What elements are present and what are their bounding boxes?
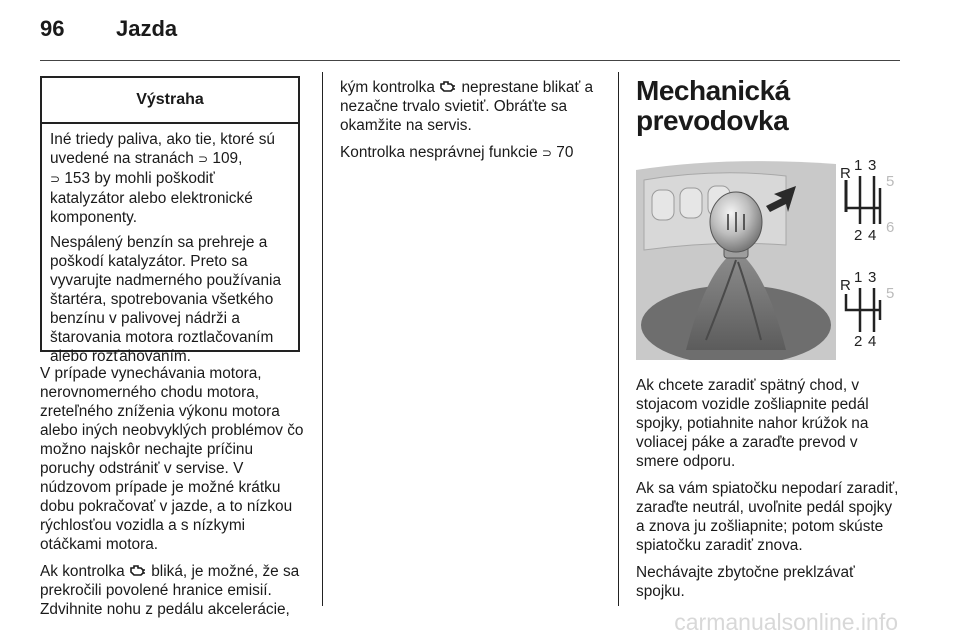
svg-text:5: 5 — [886, 285, 895, 302]
svg-text:R: R — [840, 165, 851, 182]
warning-paragraph-1: Iné triedy paliva, ako tie, ktoré sú uvedené na stranách ⊃ 109, ⊃ 153 by mohli poškodiť katalyzátor alebo elektronické komponenty. — [50, 131, 275, 226]
col3-paragraph-2: Ak sa vám spiatočku nepodarí zaradiť, zaraďte neutrál, uvoľnite pedál spojky a znova ju zošliapnite; potom skúste spiatočku zaradiť znova. — [636, 480, 899, 554]
svg-text:3: 3 — [868, 269, 877, 286]
header-rule — [40, 60, 900, 61]
warning-title: Výstraha — [42, 78, 298, 124]
page-number: 96 — [40, 16, 65, 41]
svg-text:R: R — [840, 277, 851, 294]
svg-text:3: 3 — [868, 157, 877, 174]
svg-text:1: 1 — [854, 269, 863, 286]
svg-text:1: 1 — [854, 157, 863, 174]
svg-text:6: 6 — [886, 219, 895, 236]
column-2-text — [340, 78, 606, 171]
engine-check-lamp-icon — [129, 564, 147, 578]
gear-shift-illustration — [636, 150, 900, 360]
page-ref-link[interactable]: 153 — [64, 170, 91, 187]
col3-paragraph-1: Ak chcete zaradiť spätný chod, v stojacom vozidle zošliapnite pedál spojky, potiahnite nahor krúžok na voliacej páke a zaraďte prevod v smere odporu. — [636, 377, 869, 470]
svg-text:2: 2 — [854, 227, 863, 244]
col3-paragraph-3: Nechávajte zbytočne preklzávať spojku. — [636, 564, 855, 600]
warning-paragraph-2: Nespálený benzín sa prehreje a poškodí katalyzátor. Preto sa vyvarujte nadmerného používania štartéra, spotrebovania všetkého benzínu v palivovej nádrži a štarovania motora roztlačovaním alebo rozťahovaním. — [50, 234, 282, 365]
svg-text:4: 4 — [868, 227, 877, 244]
engine-check-lamp-icon — [439, 80, 457, 94]
column-3-text — [636, 376, 902, 609]
svg-text:2: 2 — [854, 333, 863, 350]
svg-text:4: 4 — [868, 333, 877, 350]
page-ref-arrow-icon: ⊃ — [541, 146, 552, 160]
chapter-title: Jazda — [116, 16, 178, 41]
column-divider-1 — [322, 72, 323, 606]
svg-text:5: 5 — [886, 173, 895, 190]
col2-paragraph-1: kým kontrolka neprestane blikať a nezačne trvalo svietiť. Obráťte sa okamžite na servis. — [340, 79, 594, 134]
page-ref-link[interactable]: 109, — [212, 150, 243, 167]
warning-body — [42, 124, 298, 366]
col1-paragraph-2: Ak kontrolka bliká, je možné, že sa prekročili povolené hranice emisií. Zdvihnite nohu z pedálu akcelerácie, — [40, 563, 300, 618]
page-ref-arrow-icon: ⊃ — [198, 152, 209, 166]
column-1-text — [40, 364, 304, 627]
section-title: Mechanická prevodovka — [636, 75, 790, 136]
col1-paragraph-1: V prípade vynechávania motora, nerovnomerného chodu motora, zreteľného zníženia výkonu motora alebo iných neobvyklých problémov čo možno najskôr nechajte príčinu poruchy odstrániť v servise. V núdzovom prípade je možné krátku dobu pokračovať v jazde, a to nízkou rýchlosťou vozidla a s nízkymi otáčkami motora. — [40, 365, 304, 553]
col2-paragraph-2: Kontrolka nesprávnej funkcie ⊃ 70 — [340, 144, 574, 161]
watermark: carmanualsonline.info — [674, 609, 898, 635]
column-divider-2 — [618, 72, 619, 606]
warning-box — [40, 76, 300, 365]
page-ref-arrow-icon: ⊃ — [50, 172, 61, 186]
page-ref-link[interactable]: 70 — [556, 144, 574, 161]
